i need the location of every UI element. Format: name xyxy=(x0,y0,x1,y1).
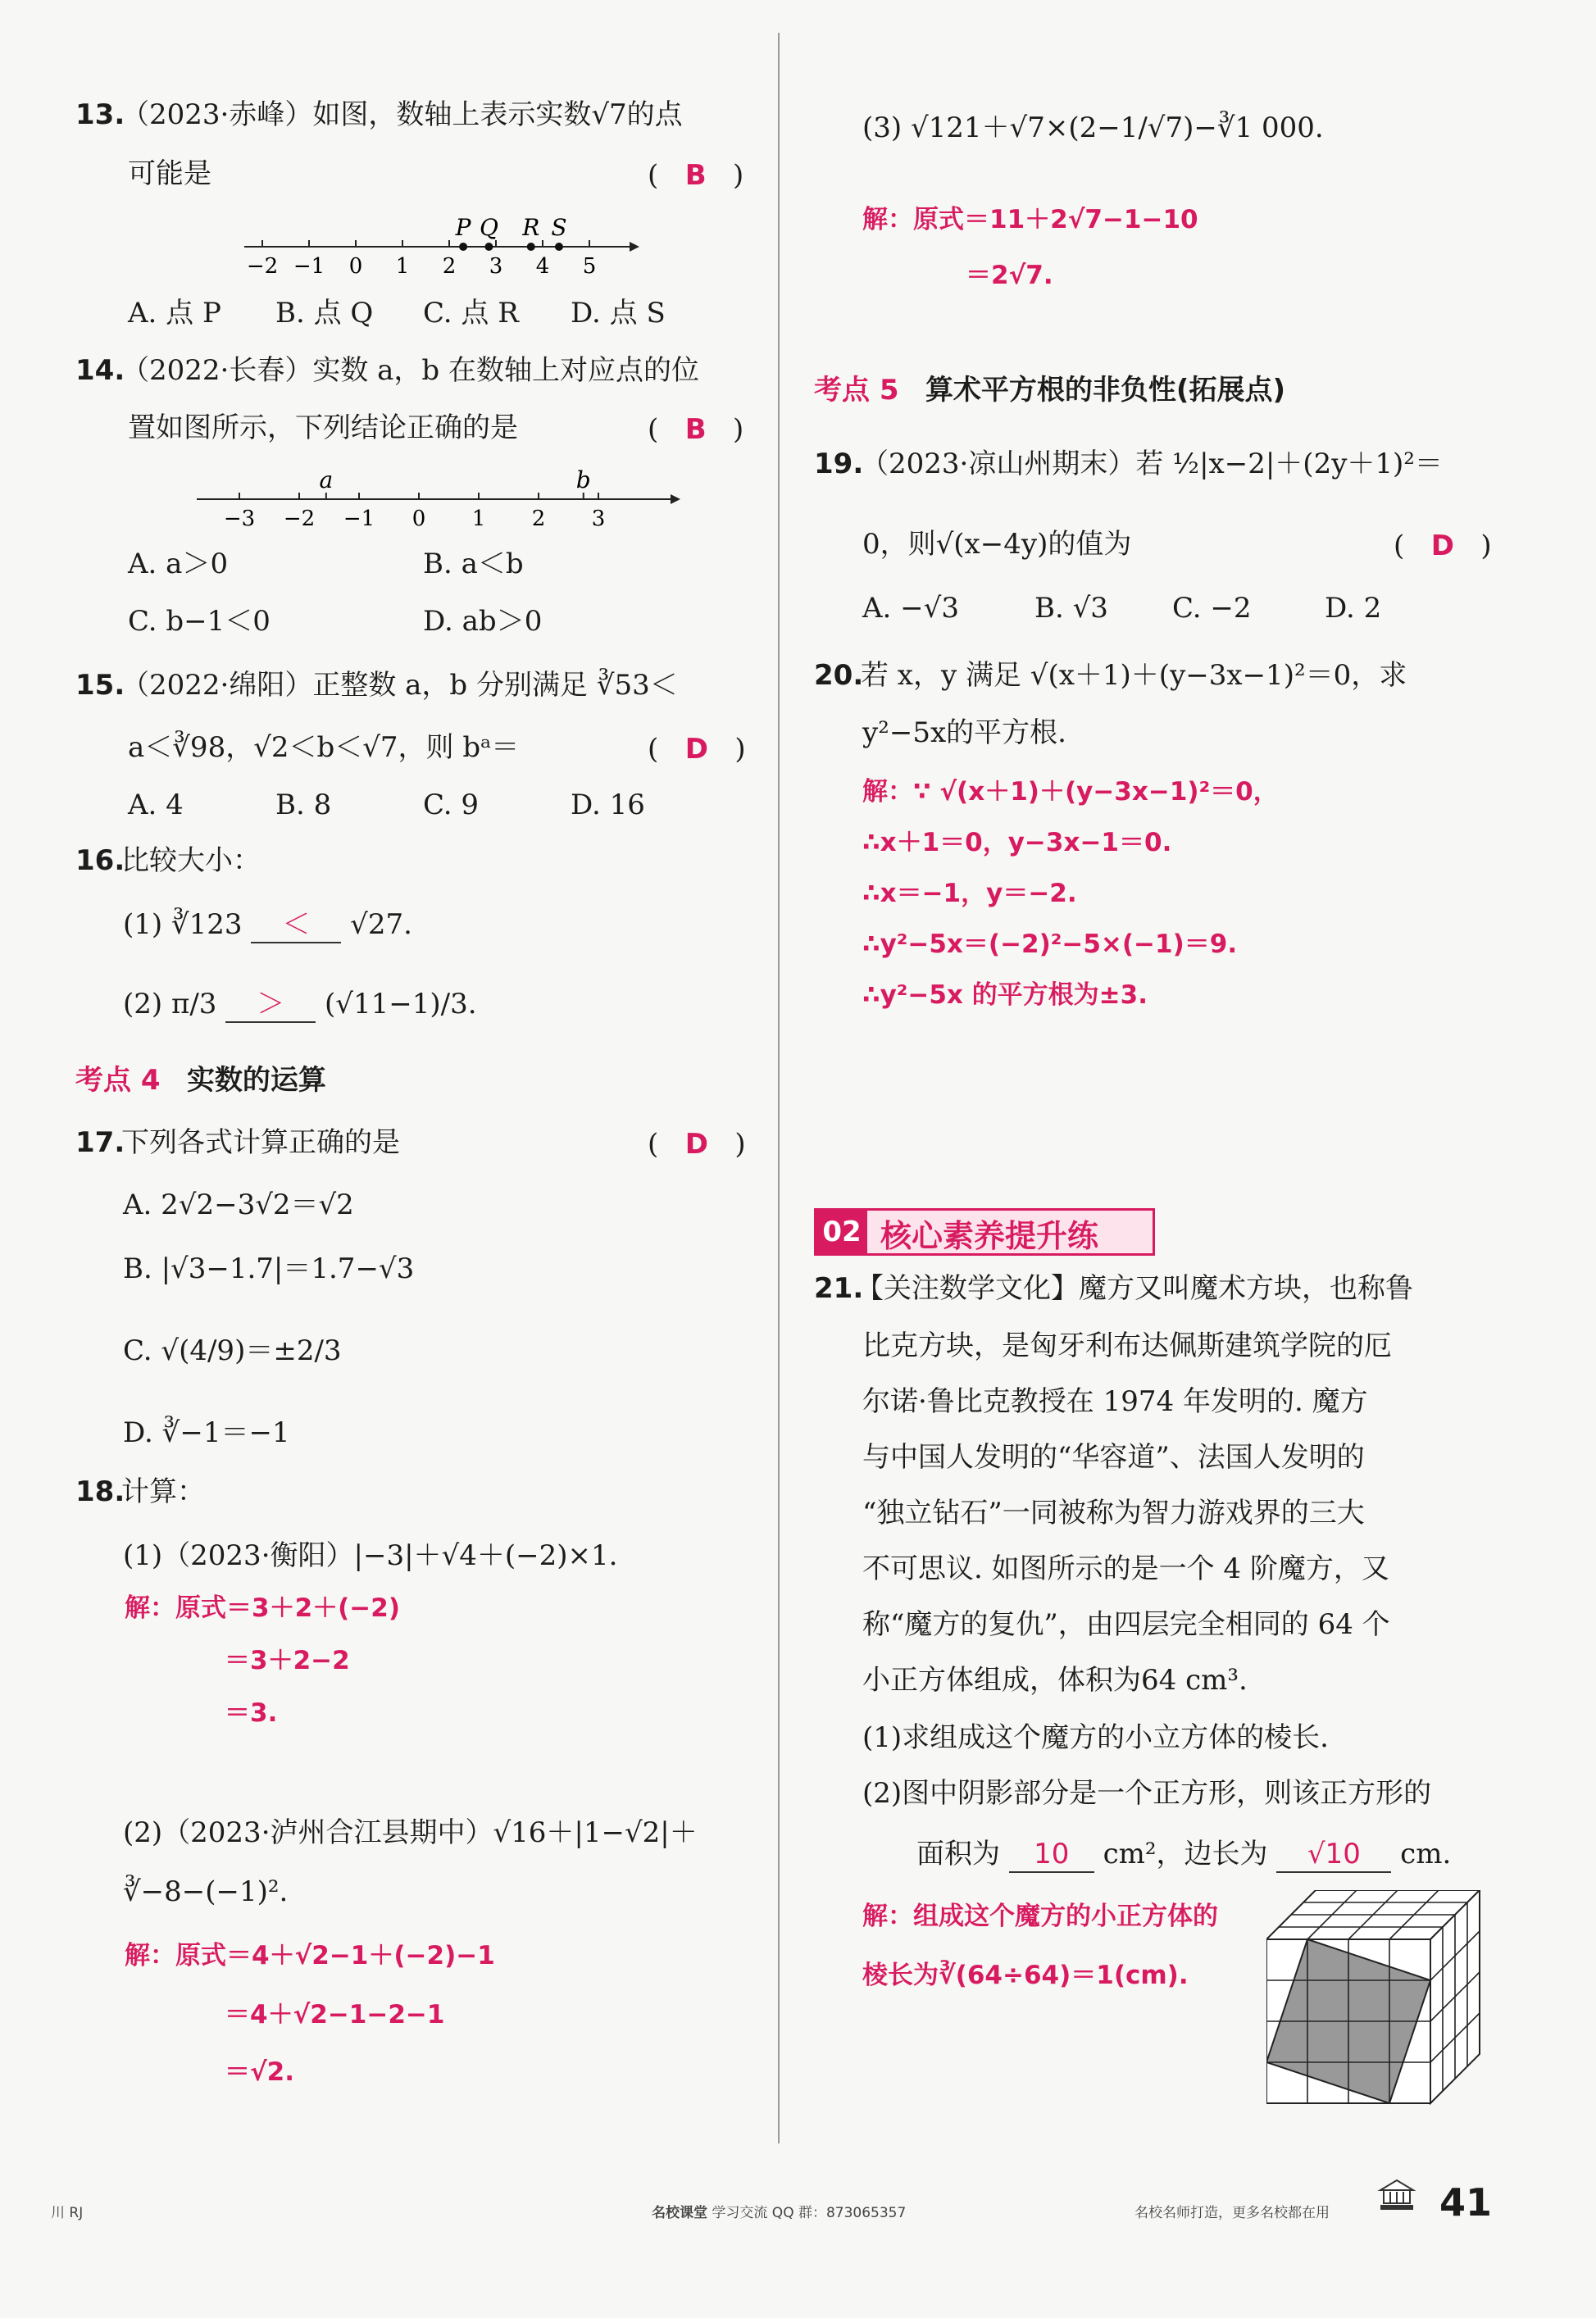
q16-part2 xyxy=(123,988,477,1023)
q13-tick-label: 4 xyxy=(535,254,550,279)
q19-option-c: C. −2 xyxy=(1172,592,1252,625)
q20-solution-3: ∴x＝−1，y＝−2. xyxy=(862,879,1077,908)
q15-answer: D xyxy=(684,733,708,766)
q14-point-label: a xyxy=(319,466,334,493)
section-02-badge xyxy=(814,1208,1155,1256)
q21-solution-1: 解：组成这个魔方的小正方体的 xyxy=(862,1902,1218,1931)
q13-point-label: S xyxy=(551,214,567,241)
q15-number: 15. xyxy=(75,669,125,702)
q19-option-a: A. −√3 xyxy=(862,592,959,625)
footer-brand: 名校课堂 xyxy=(652,2205,707,2221)
q18-part3: (3) √121＋√7×(2−1/√7)−∛1 000. xyxy=(862,111,1324,144)
q17-number: 17. xyxy=(75,1126,125,1159)
q14-option-c: C. b−1＜0 xyxy=(128,605,271,638)
q13-tick-label: 2 xyxy=(442,254,457,279)
q14-answer: B xyxy=(684,413,707,446)
q13-answer: B xyxy=(684,159,707,192)
q13-point-label: P xyxy=(455,214,471,241)
q20-text-line2: y²−5x的平方根. xyxy=(862,716,1066,749)
q14-tick-label: −1 xyxy=(343,507,375,531)
kaodian5-label: 考点 5 xyxy=(814,374,899,407)
q14-answer-bracket: ( B ) xyxy=(648,413,744,446)
q21-text-line1: 【关注数学文化】魔方又叫魔术方块，也称鲁 xyxy=(856,1272,1413,1305)
q18-part2-solution-3: ＝√2. xyxy=(225,2057,295,2087)
kaodian4-heading xyxy=(75,1064,326,1098)
q21-text-line2: 比克方块，是匈牙利布达佩斯建筑学院的厄 xyxy=(862,1329,1392,1362)
q21-part2-line1: (2)图中阴影部分是一个正方形，则该正方形的 xyxy=(862,1777,1432,1810)
q13-option-a: A. 点 P xyxy=(128,297,221,330)
q20-solution-1: 解：∵ √(x＋1)＋(y−3x−1)²＝0， xyxy=(862,777,1279,807)
q18-part3-solution-2: ＝2√7. xyxy=(966,261,1053,290)
kaodian4-title: 实数的运算 xyxy=(186,1064,326,1097)
q18-part1-solution-3: ＝3. xyxy=(225,1698,278,1728)
footer-center xyxy=(652,2205,906,2221)
q14-number-line xyxy=(190,463,682,537)
q14-tick-label: 2 xyxy=(531,507,546,531)
q14-tick-label: 0 xyxy=(412,507,426,531)
q21-part2-unit: cm. xyxy=(1400,1838,1452,1870)
q14-point-label: b xyxy=(575,466,591,493)
q13-point-label: Q xyxy=(479,214,498,241)
q13-answer-bracket: ( B ) xyxy=(648,159,744,192)
q13-tick-label: 0 xyxy=(348,254,363,279)
q16-part1-answer: ＜ xyxy=(282,908,311,941)
q21-side-blank xyxy=(1276,1838,1391,1873)
q16-part2-left: (2) π/3 xyxy=(123,988,217,1020)
q13-text-line1: （2023·赤峰）如图，数轴上表示实数√7的点 xyxy=(121,98,683,131)
q20-solution-5: ∴y²−5x 的平方根为±3. xyxy=(862,980,1148,1010)
q15-text-line1: （2022·绵阳）正整数 a，b 分别满足 ∛53＜ xyxy=(121,669,678,702)
q13-option-c: C. 点 R xyxy=(423,297,519,330)
section-02-number: 02 xyxy=(816,1211,867,1253)
q19-text-line2: 0，则√(x−4y)的值为 xyxy=(862,528,1132,561)
q13-point-dot xyxy=(527,243,535,251)
q20-solution-4: ∴y²−5x＝(−2)²−5×(−1)＝9. xyxy=(862,929,1238,959)
q19-answer-bracket: ( D ) xyxy=(1394,530,1492,562)
q14-tick-label: −3 xyxy=(223,507,256,531)
q14-text-line1: （2022·长春）实数 a，b 在数轴上对应点的位 xyxy=(121,354,699,387)
q21-text-line5: “独立钻石”一同被称为智力游戏界的三大 xyxy=(862,1497,1365,1529)
q18-part3-solution-1: 解：原式＝11＋2√7−1−10 xyxy=(862,205,1198,234)
q19-number: 19. xyxy=(814,448,864,480)
q21-side-answer: √10 xyxy=(1307,1838,1361,1870)
q18-part1-solution-2: ＝3＋2−2 xyxy=(225,1646,350,1675)
q21-area-answer: 10 xyxy=(1034,1838,1070,1870)
q21-text-line6: 不可思议. 如图所示的是一个 4 阶魔方，又 xyxy=(862,1552,1389,1585)
kaodian4-label: 考点 4 xyxy=(75,1064,161,1097)
q15-option-a: A. 4 xyxy=(128,789,184,821)
q21-text-line8: 小正方体组成，体积为64 cm³. xyxy=(862,1664,1248,1697)
q16-part1-right: √27. xyxy=(350,908,412,941)
q13-point-label: R xyxy=(522,214,540,241)
q19-option-d: D. 2 xyxy=(1325,592,1382,625)
q15-text-line2: a＜∛98，√2＜b＜√7，则 bᵃ＝ xyxy=(128,731,520,764)
q16-text: 比较大小： xyxy=(121,844,261,877)
q14-tick-label: 3 xyxy=(591,507,606,531)
q18-part2-line1: (2)（2023·泸州合江县期中）√16＋|1−√2|＋ xyxy=(123,1816,698,1849)
q21-part1: (1)求组成这个魔方的小立方体的棱长. xyxy=(862,1721,1329,1754)
q17-text: 下列各式计算正确的是 xyxy=(121,1126,400,1159)
q13-tick-label: 5 xyxy=(582,254,597,279)
rubiks-cube-figure xyxy=(1266,1890,1489,2105)
q14-text-line2: 置如图所示，下列结论正确的是 xyxy=(128,411,518,444)
q16-part1-blank xyxy=(251,908,341,943)
q13-tick-label: −1 xyxy=(293,254,325,279)
q13-number-line xyxy=(238,209,639,283)
q19-text-line1: （2023·凉山州期末）若 ½|x−2|＋(2y＋1)²＝ xyxy=(861,448,1443,480)
q13-option-d: D. 点 S xyxy=(571,297,666,330)
q16-part2-blank xyxy=(225,988,316,1023)
q21-text-line7: 称“魔方的复仇”，由四层完全相同的 64 个 xyxy=(862,1608,1390,1641)
q13-number: 13. xyxy=(75,98,125,131)
q19-option-b: B. √3 xyxy=(1034,592,1108,625)
q17-option-d: D. ∛−1＝−1 xyxy=(123,1416,290,1449)
q21-part2-area-label: 面积为 xyxy=(916,1838,1000,1870)
q21-number: 21. xyxy=(814,1272,864,1305)
q16-part2-right: (√11−1)/3. xyxy=(325,988,477,1020)
q18-part2-solution-1: 解：原式＝4＋√2−1＋(−2)−1 xyxy=(125,1941,495,1970)
q18-part1-solution-1: 解：原式＝3＋2＋(−2) xyxy=(125,1593,401,1623)
page-number: 41 xyxy=(1439,2180,1493,2225)
q16-part1-left: (1) ∛123 xyxy=(123,908,243,941)
q16-part1 xyxy=(123,908,412,943)
q13-point-dot xyxy=(459,243,467,251)
q13-tick-label: 1 xyxy=(395,254,410,279)
q18-number: 18. xyxy=(75,1475,125,1508)
q21-text-line4: 与中国人发明的“华容道”、法国人发明的 xyxy=(862,1441,1365,1474)
q13-point-dot xyxy=(484,243,493,251)
q20-solution-2: ∴x＋1＝0，y−3x−1＝0. xyxy=(862,828,1172,857)
kaodian5-heading xyxy=(814,374,1285,407)
q14-option-b: B. a＜b xyxy=(423,548,524,580)
q13-point-dot xyxy=(555,243,563,251)
q15-answer-bracket: ( D ) xyxy=(648,733,746,766)
q15-option-d: D. 16 xyxy=(571,789,645,821)
q20-text-line1: 若 x，y 满足 √(x＋1)＋(y−3x−1)²＝0，求 xyxy=(861,659,1407,692)
q18-part1: (1)（2023·衡阳）|−3|＋√4＋(−2)×1. xyxy=(123,1539,618,1572)
q13-text-line2: 可能是 xyxy=(128,157,211,190)
column-divider xyxy=(778,33,780,2143)
q17-answer: D xyxy=(684,1128,708,1161)
q13-option-b: B. 点 Q xyxy=(275,297,374,330)
q14-tick-label: −2 xyxy=(283,507,316,531)
q18-part2-line2: ∛−8−(−1)². xyxy=(123,1875,289,1908)
q17-option-b: B. |√3−1.7|＝1.7−√3 xyxy=(123,1252,415,1285)
school-logo-icon xyxy=(1377,2175,1416,2213)
q21-solution-2: 棱长为∛(64÷64)＝1(cm). xyxy=(862,1961,1189,1990)
q15-option-b: B. 8 xyxy=(275,789,332,821)
q17-answer-bracket: ( D ) xyxy=(648,1128,746,1161)
footer-slogan: 名校名师打造，更多名校都在用 xyxy=(1134,2205,1330,2221)
q14-number: 14. xyxy=(75,354,125,387)
q21-part2-side-label: cm²，边长为 xyxy=(1103,1838,1268,1870)
q16-number: 16. xyxy=(75,844,125,877)
q21-area-blank xyxy=(1009,1838,1094,1873)
q14-option-d: D. ab＞0 xyxy=(423,605,543,638)
footer-edition: 川 RJ xyxy=(51,2205,84,2221)
q14-tick-label: 1 xyxy=(471,507,486,531)
q21-part2-line2 xyxy=(916,1838,1451,1873)
q14-option-a: A. a＞0 xyxy=(128,548,229,580)
q17-option-c: C. √(4/9)＝±2/3 xyxy=(123,1334,342,1367)
section-02-title: 核心素养提升练 xyxy=(880,1218,1099,1254)
q18-part2-solution-2: ＝4＋√2−1−2−1 xyxy=(225,2000,445,2029)
q13-tick-label: −2 xyxy=(246,254,279,279)
q20-number: 20. xyxy=(814,659,864,692)
q15-option-c: C. 9 xyxy=(423,789,480,821)
q21-text-line3: 尔诺·鲁比克教授在 1974 年发明的. 魔方 xyxy=(862,1385,1368,1418)
footer-qq: 学习交流 QQ 群：873065357 xyxy=(712,2205,907,2221)
q16-part2-answer: ＞ xyxy=(257,988,285,1020)
q17-option-a: A. 2√2−3√2＝√2 xyxy=(123,1189,354,1221)
q13-tick-label: 3 xyxy=(489,254,503,279)
q18-text: 计算： xyxy=(121,1475,205,1508)
q19-answer: D xyxy=(1430,530,1454,562)
kaodian5-title: 算术平方根的非负性(拓展点) xyxy=(925,374,1286,407)
